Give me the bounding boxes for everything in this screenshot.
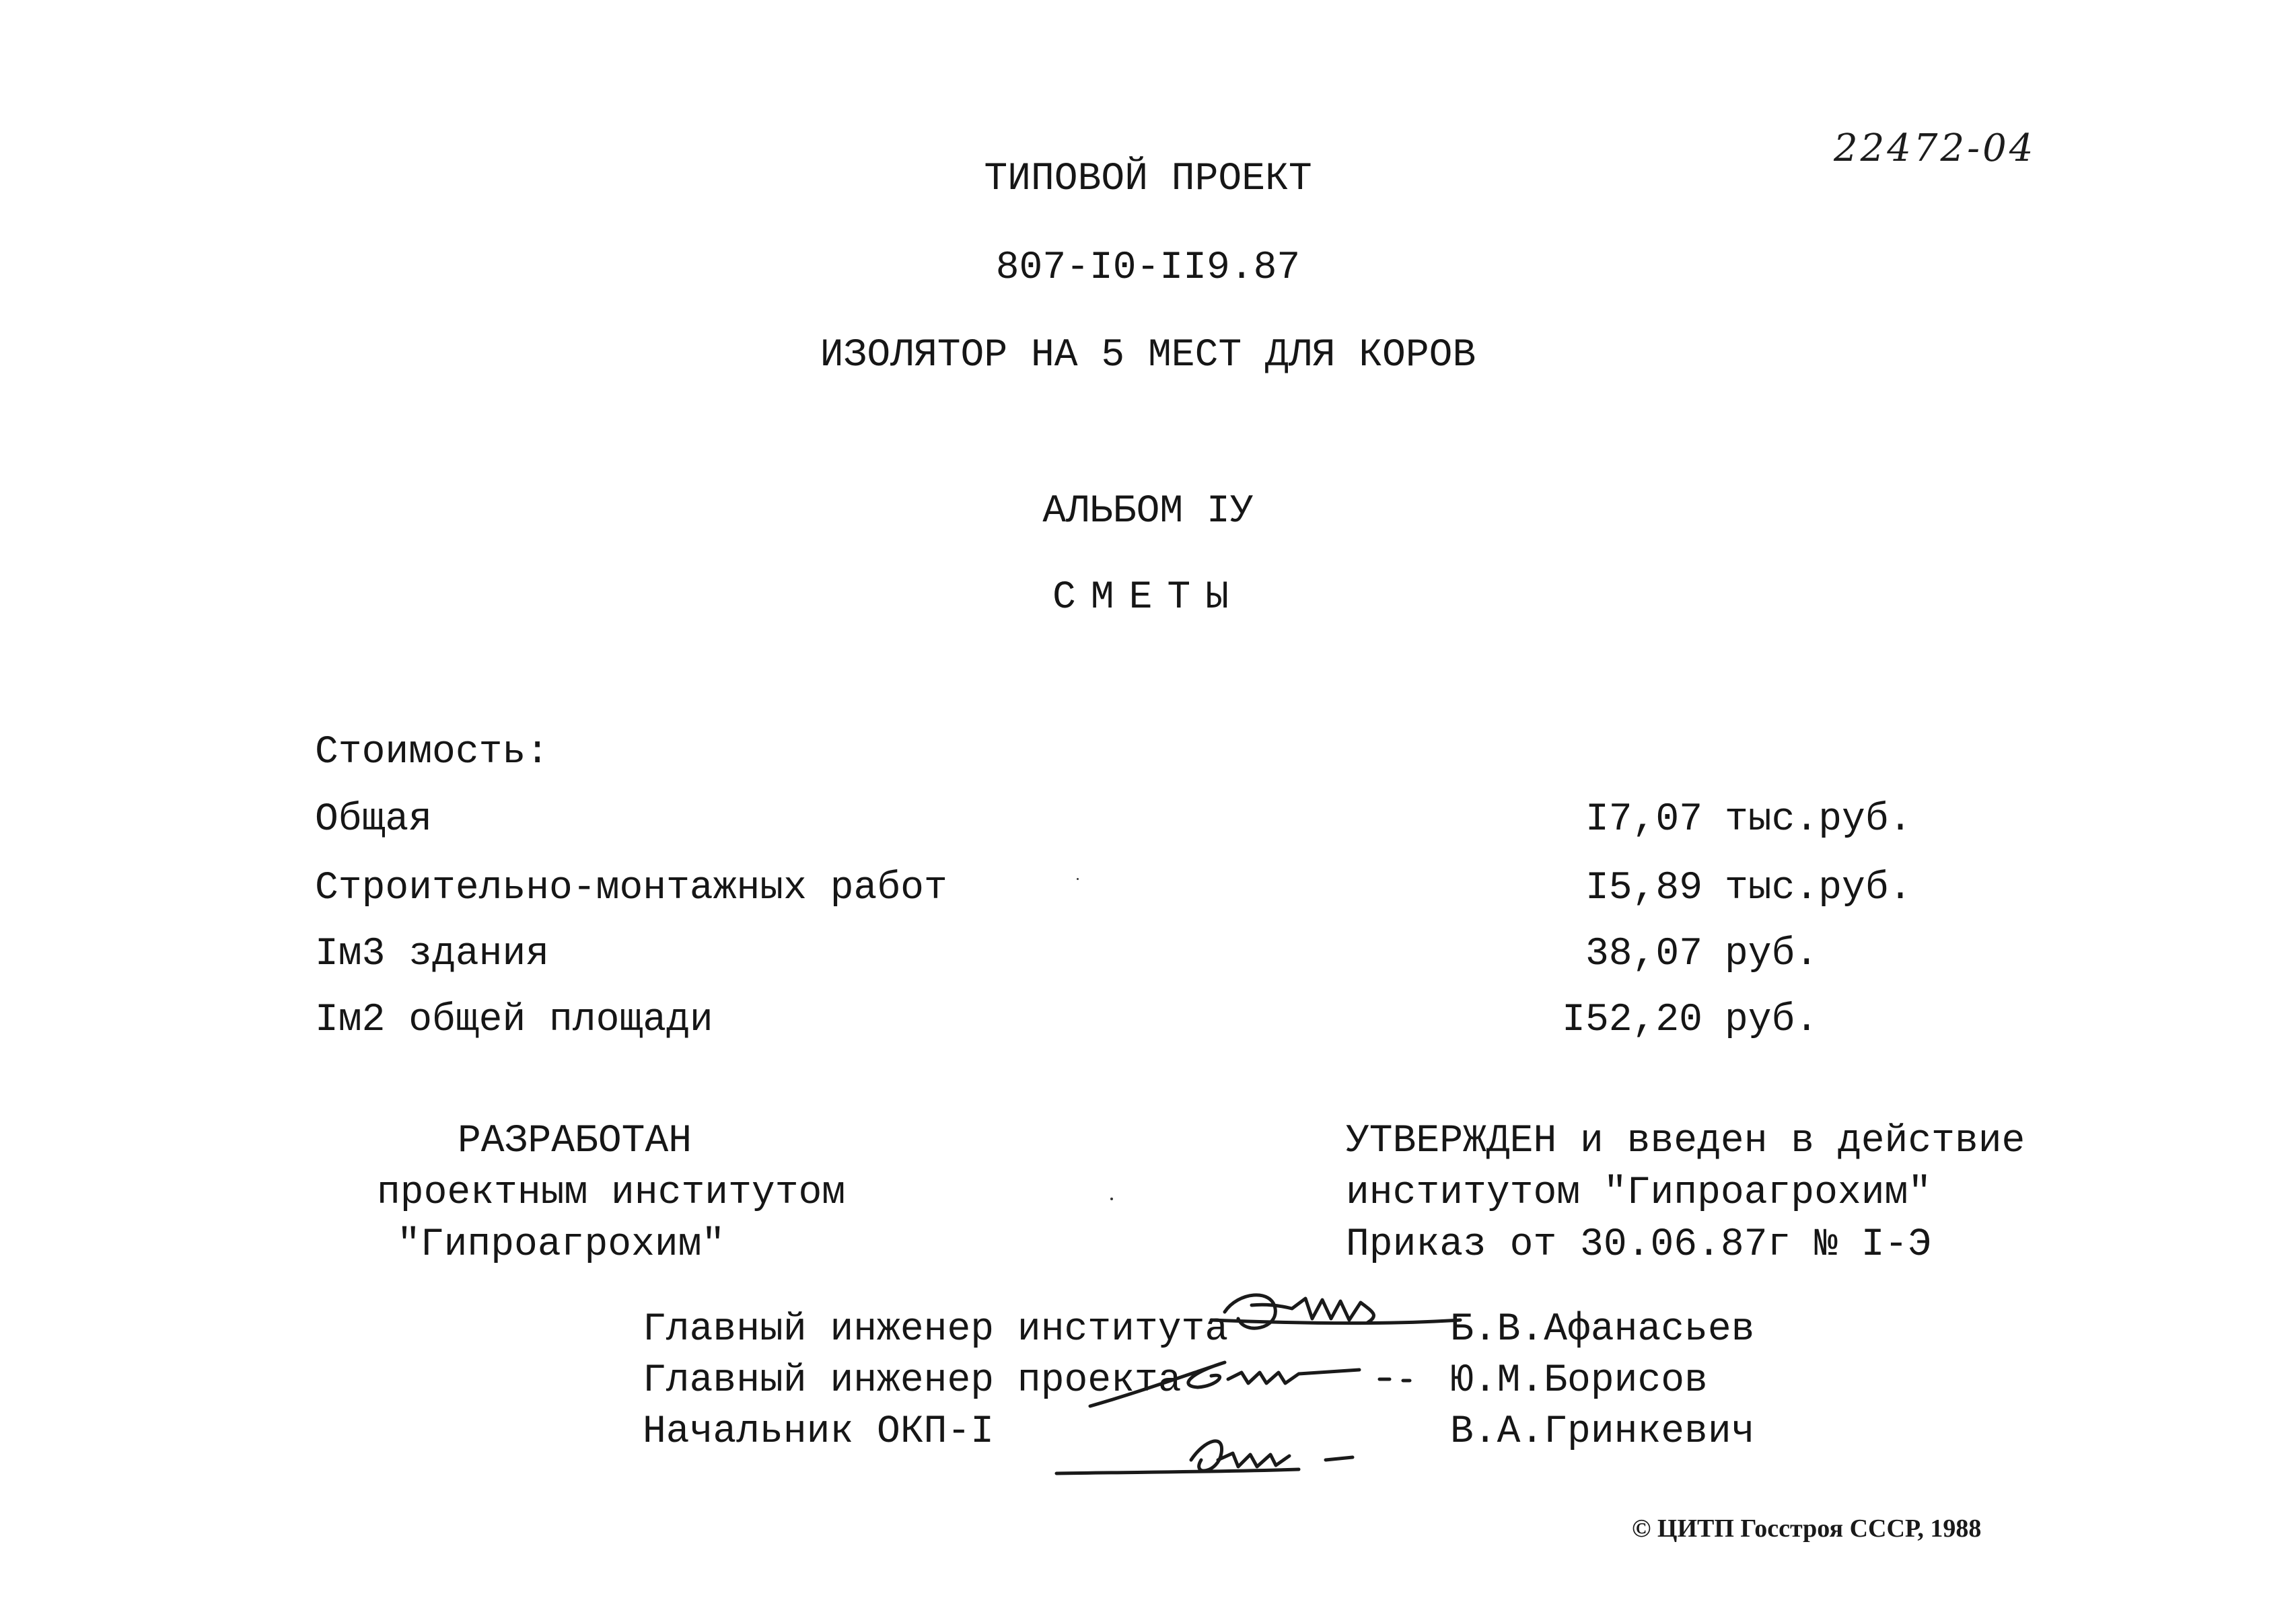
cost-unit-total: тыс.руб. (1725, 798, 1912, 842)
signatory-name: В.А.Гринкевич (1450, 1410, 1755, 1454)
archive-number: 22472-04 (1834, 126, 2036, 170)
approved-label: УТВЕРЖДЕН и введен в действие (1346, 1120, 2025, 1163)
developed-institute: проектным институтом (377, 1171, 846, 1215)
cost-value-construction: I5,89 (1585, 867, 1702, 910)
album-number: АЛЬБОМ IУ (1042, 490, 1254, 534)
section-title: СМЕТЫ (1052, 576, 1244, 620)
approved-order: Приказ от 30.06.87г № I-Э (1346, 1223, 1932, 1267)
scan-speck (1110, 1198, 1113, 1200)
developed-org-name: "Гипроагрохим" (397, 1223, 725, 1267)
cost-label-total: Общая (315, 798, 433, 842)
cost-label-construction: Строительно-монтажных работ (315, 867, 947, 910)
doc-type: ТИПОВОЙ ПРОЕКТ (984, 157, 1312, 201)
approved-institute: институтом "Гипроагрохим" (1346, 1171, 1932, 1215)
cost-unit-construction: тыс.руб. (1725, 867, 1912, 910)
cost-value-per-m2: I52,20 (1562, 998, 1702, 1042)
signatory-role: Главный инженер института (643, 1308, 1229, 1352)
cost-unit-per-m2: руб. (1725, 998, 1819, 1042)
cost-unit-per-m3: руб. (1725, 932, 1819, 976)
signatory-role: Начальник ОКП-I (643, 1410, 995, 1454)
signature-chief-engineer-institute (1211, 1278, 1467, 1352)
cost-heading: Стоимость: (315, 731, 550, 774)
cost-label-per-m3: Iм3 здания (315, 932, 550, 976)
cost-value-per-m3: 38,07 (1585, 932, 1702, 976)
cost-value-total: I7,07 (1585, 798, 1702, 842)
scan-speck (1077, 878, 1079, 880)
project-code: 807-I0-II9.87 (995, 246, 1301, 290)
signature-head-okp (1056, 1420, 1393, 1494)
developed-label: РАЗРАБОТАН (458, 1120, 692, 1163)
copyright-notice: © ЦИТП Госстроя СССР, 1988 (1632, 1514, 1982, 1543)
signatory-name: Ю.М.Борисов (1450, 1359, 1708, 1403)
signatory-role: Главный инженер проекта (643, 1359, 1182, 1403)
project-title: ИЗОЛЯТОР НА 5 МЕСТ ДЛЯ КОРОВ (820, 334, 1476, 377)
signature-chief-engineer-project (1083, 1346, 1433, 1420)
cost-label-per-m2: Iм2 общей площади (315, 998, 713, 1042)
signatory-name: Б.В.Афанасьев (1450, 1308, 1755, 1352)
